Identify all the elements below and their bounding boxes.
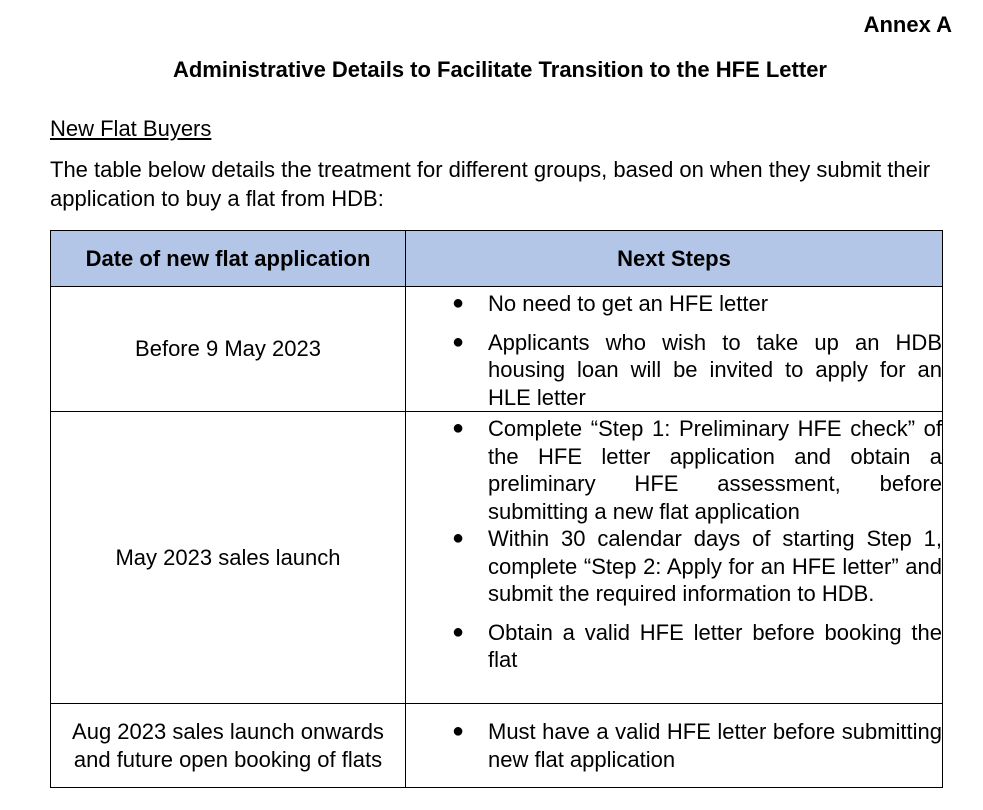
bullet-icon: ●	[452, 417, 465, 439]
list-item	[406, 329, 942, 412]
list-item	[406, 415, 942, 525]
annex-label: Annex A	[863, 12, 952, 37]
table-row	[51, 412, 943, 704]
steps-cell	[406, 704, 943, 788]
step-text: Complete “Step 1: Preliminary HFE check” of the HFE letter application and obtain a preliminary HFE assessment, before submitting a new flat application	[488, 416, 942, 524]
steps-list	[406, 415, 942, 674]
step-text: No need to get an HFE letter	[488, 291, 769, 316]
transition-table	[50, 230, 943, 788]
list-item	[406, 718, 942, 773]
step-text: Obtain a valid HFE letter before booking the flat	[488, 619, 942, 672]
date-cell: Before 9 May 2023	[51, 287, 406, 412]
list-item	[406, 290, 942, 318]
bullet-icon: ●	[452, 292, 465, 314]
bullet-icon: ●	[452, 330, 465, 353]
header-date: Date of new flat application	[51, 231, 406, 287]
steps-list	[406, 718, 942, 773]
header-next-steps: Next Steps	[406, 231, 943, 287]
bullet-icon: ●	[452, 620, 465, 643]
steps-cell	[406, 287, 943, 412]
section-heading: New Flat Buyers	[50, 116, 212, 141]
step-text: Within 30 calendar days of starting Step 1, complete “Step 2: Apply for an HFE letter” and submit the required information to HDB.	[488, 526, 942, 606]
list-item	[406, 525, 942, 608]
table-header-row	[51, 231, 943, 287]
date-cell: May 2023 sales launch	[51, 412, 406, 704]
step-text: Must have a valid HFE letter before submitting new flat application	[488, 719, 942, 772]
intro-paragraph: The table below details the treatment for different groups, based on when they submit their application to buy a flat from HDB:	[50, 157, 931, 211]
steps-cell	[406, 412, 943, 704]
date-cell: Aug 2023 sales launch onwards and future open booking of flats	[51, 704, 406, 788]
table-row	[51, 287, 943, 412]
bullet-icon: ●	[452, 527, 465, 549]
bullet-icon: ●	[452, 720, 465, 742]
table-row	[51, 704, 943, 788]
step-text: Applicants who wish to take up an HDB housing loan will be invited to apply for an HLE letter	[488, 329, 942, 410]
steps-list	[406, 290, 942, 411]
list-item	[406, 619, 942, 674]
document-title: Administrative Details to Facilitate Transition to the HFE Letter	[172, 57, 827, 82]
